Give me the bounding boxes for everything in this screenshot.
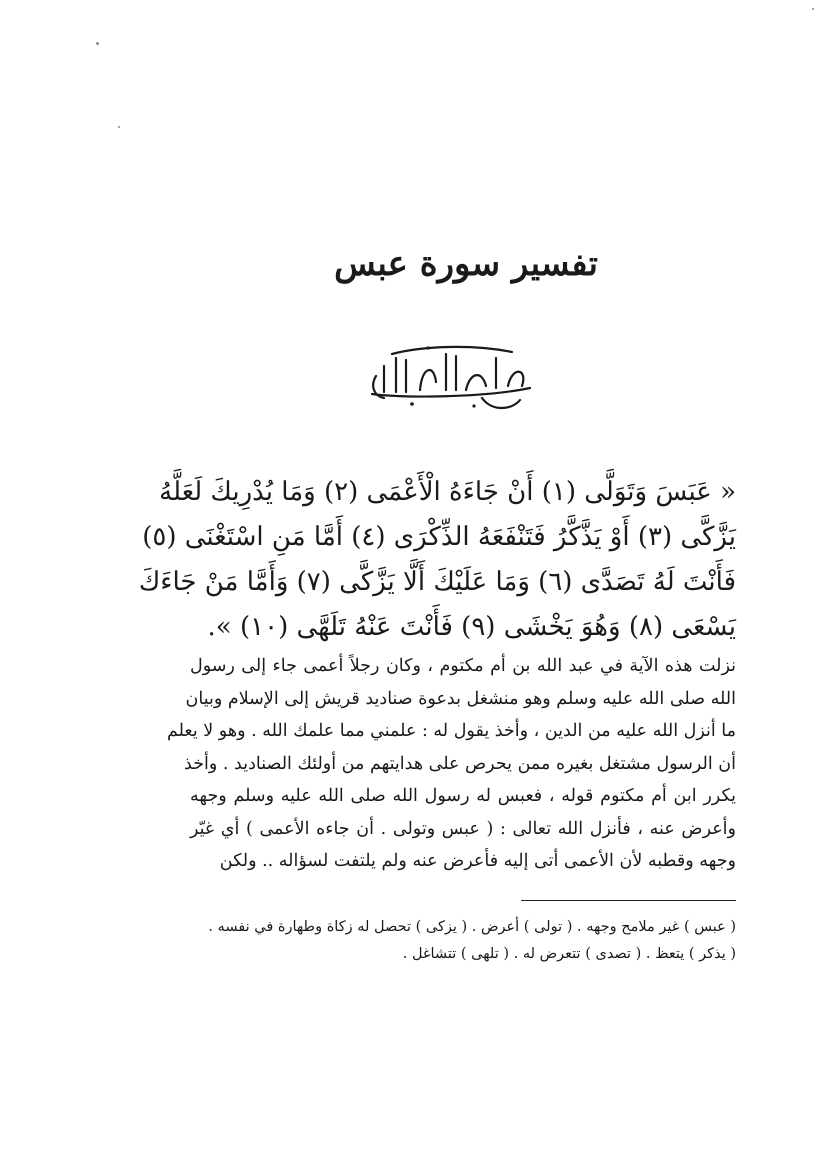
footnote-line: ( يذكر ) يتعظ . ( تصدى ) تتعرض له . ( تلهى ) تتشاغل . bbox=[402, 946, 736, 962]
quran-line: « عَبَسَ وَتَوَلَّى (١) أَنْ جَاءَهُ الْأَعْمَى (٢) وَمَا يُدْرِيكَ لَعَلَّهُ bbox=[159, 477, 736, 507]
footnotes bbox=[190, 914, 736, 968]
commentary-line: الله صلى الله عليه وسلم وهو منشغل بدعوة صناديد قريش إلى الإسلام وبيان bbox=[185, 688, 736, 709]
quran-verses bbox=[138, 470, 736, 650]
commentary-line: وجهه وقطبه لأن الأعمى أتى إليه فأعرض عنه ولم يلتفت لسؤاله .. ولكن bbox=[219, 851, 736, 871]
commentary-line: وأعرض عنه ، فأنزل الله تعالى : ( عبس وتولى . أن جاءه الأعمى ) أي غيّر bbox=[190, 818, 736, 839]
quran-line: يَسْعَى (٨) وَهُوَ يَخْشَى (٩) فَأَنْتَ عَنْهُ تَلَهَّى (١٠) ». bbox=[207, 612, 736, 642]
footnote-divider bbox=[521, 900, 736, 901]
commentary-line: يكرر ابن أم مكتوم قوله ، فعبس له رسول الله صلى الله عليه وسلم وجهه bbox=[190, 786, 736, 806]
scan-speck bbox=[812, 8, 814, 10]
footnote-line: ( عبس ) غير ملامح وجهه . ( تولى ) أعرض . ( يزكى ) تحصل له زكاة وطهارة في نفسه . bbox=[208, 919, 736, 935]
quran-line: فَأَنْتَ لَهُ تَصَدَّى (٦) وَمَا عَلَيْكَ أَلَّا يَزَّكَّى (٧) وَأَمَّا مَنْ جَاءَكَ bbox=[138, 567, 736, 597]
commentary-paragraph bbox=[166, 650, 736, 878]
scan-speck bbox=[118, 126, 120, 128]
scan-speck bbox=[96, 42, 99, 45]
commentary-line: ما أنزل الله عليه من الدين ، وأخذ يقول له : علمني مما علمك الله . وهو لا يعلم bbox=[166, 721, 736, 741]
quran-line: يَزَّكَّى (٣) أَوْ يَذَّكَّرُ فَتَنْفَعَهُ الذِّكْرَى (٤) أَمَّا مَنِ اسْتَغْنَى (٥) bbox=[142, 522, 736, 552]
commentary-line: نزلت هذه الآية في عبد الله بن أم مكتوم ، وكان رجلاً أعمى جاء إلى رسول bbox=[190, 656, 736, 676]
commentary-line: أن الرسول مشتغل بغيره ممن يحرص على هدايتهم من أولئك الصناديد . وأخذ bbox=[184, 753, 736, 774]
basmala-calligraphy bbox=[362, 336, 542, 416]
page-title: تفسير سورة عبس bbox=[334, 244, 598, 284]
